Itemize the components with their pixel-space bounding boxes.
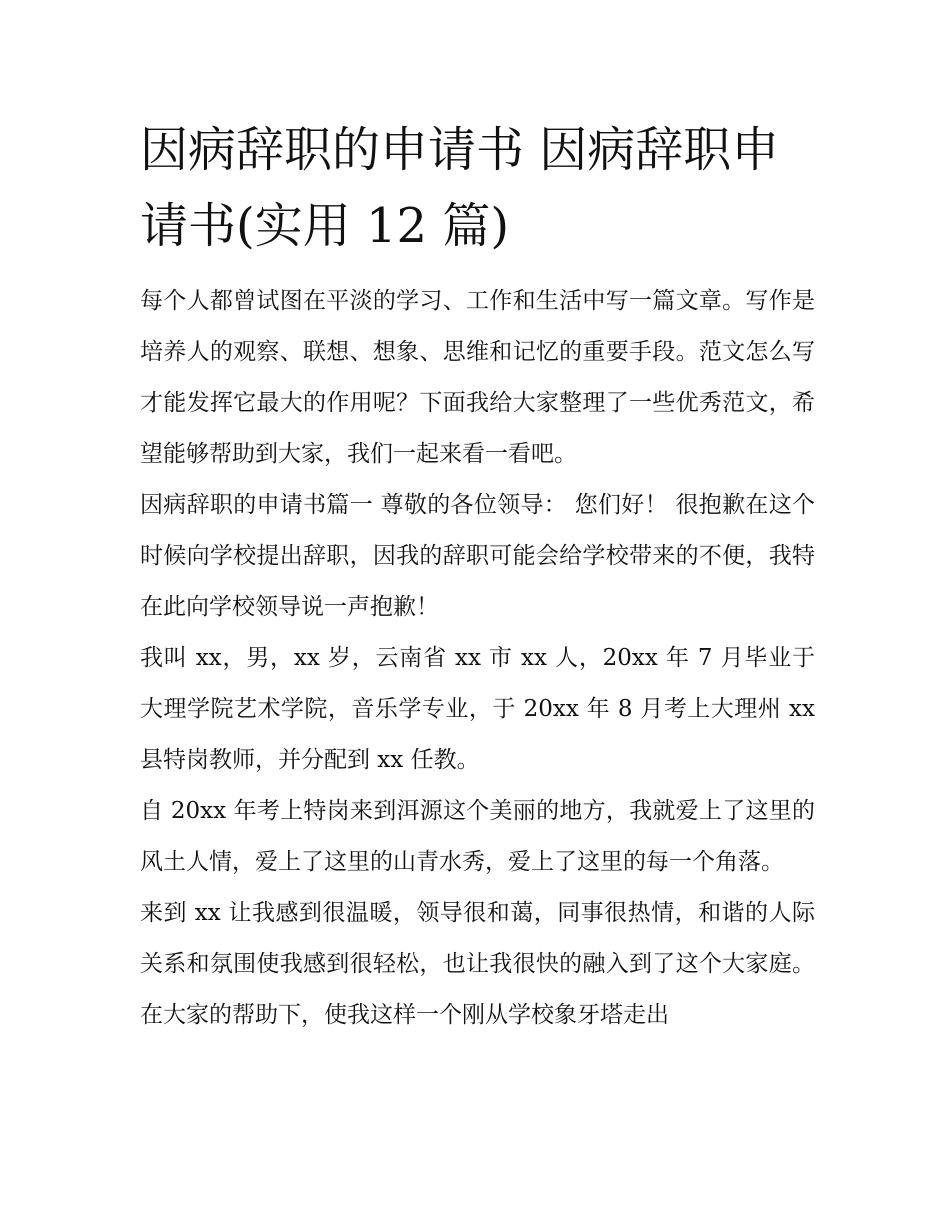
paragraph-intro: 每个人都曾试图在平淡的学习、工作和生活中写一篇文章。写作是培养人的观察、联想、想象、思维和记忆的重要手段。范文怎么写才能发挥它最大的作用呢？下面我给大家整理了一些优秀范文，希望能够帮助到大家，我们一起来看一看吧。 <box>140 288 815 467</box>
document-title: 因病辞职的申请书 因病辞职申请书(实用 12 篇) <box>140 122 780 254</box>
paragraph-gratitude: 来到 xx 让我感到很温暖，领导很和蔼，同事很热情，和谐的人际关系和氛围使我感到很轻松，也让我很快的融入到了这个大家庭。在大家的帮助下，使我这样一个刚从学校象牙塔走出 <box>140 900 815 1028</box>
document-body <box>140 276 815 1041</box>
paragraph-salutation: 因病辞职的申请书篇一 尊敬的各位领导： 您们好！ 很抱歉在这个时候向学校提出辞职，因我的辞职可能会给学校带来的不便，我特在此向学校领导说一声抱歉！ <box>140 492 815 620</box>
paragraph-self-introduction: 我叫 xx，男，xx 岁，云南省 xx 市 xx 人，20xx 年 7 月毕业于大理学院艺术学院，音乐学专业，于 20xx 年 8 月考上大理州 xx 县特岗教师，并分配到 xx 任教。 <box>140 645 815 773</box>
paragraph-experience: 自 20xx 年考上特岗来到洱源这个美丽的地方，我就爱上了这里的风土人情，爱上了这里的山青水秀，爱上了这里的每一个角落。 <box>140 798 815 875</box>
document-content <box>140 112 815 1041</box>
